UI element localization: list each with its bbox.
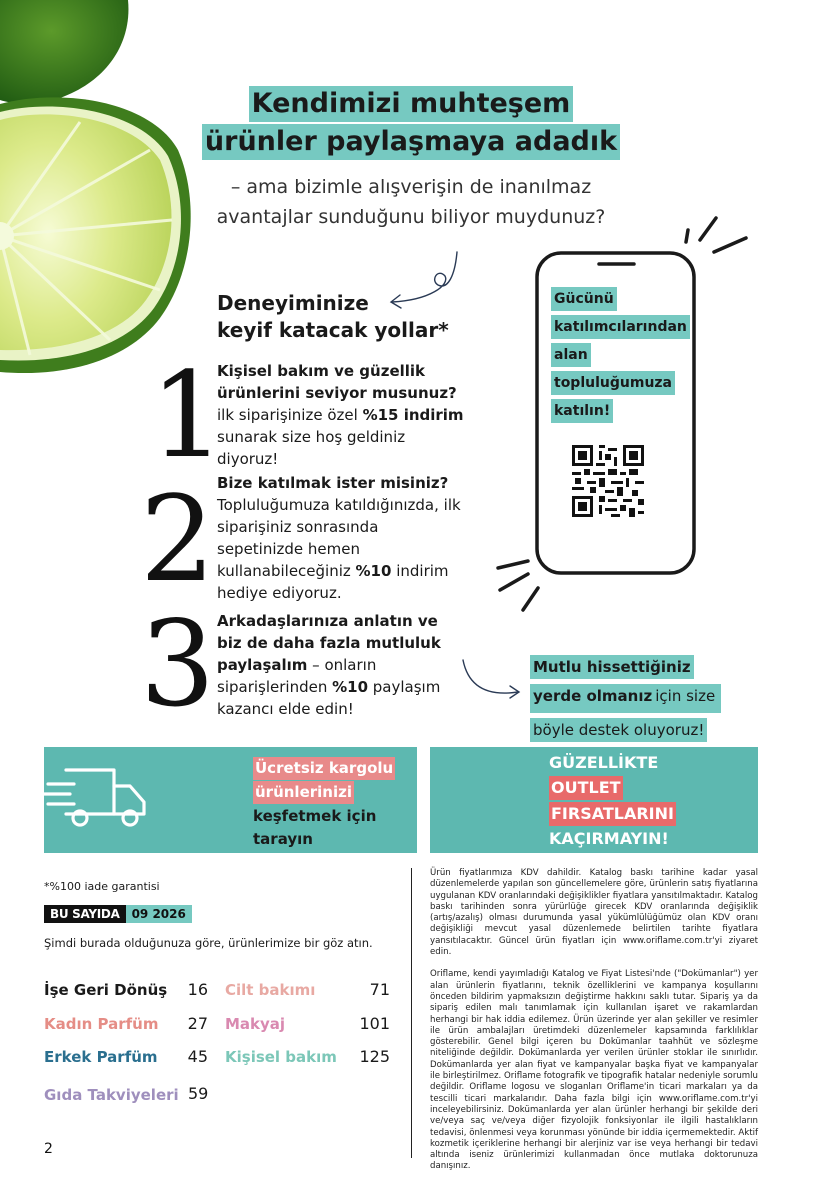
toc-item-label[interactable]: Cilt bakımı (225, 981, 316, 999)
toc-item-page: 125 (359, 1047, 390, 1066)
outlet-line-2: OUTLET (549, 776, 623, 800)
step-1-highlight: %15 indirim (362, 406, 464, 424)
phone-cta-line: katılın! (551, 399, 613, 423)
subheadline-line-1: – ama bizimle alışverişin de inanılmaz (230, 176, 592, 198)
toc-item-label[interactable]: Makyaj (225, 1015, 286, 1033)
ways-title-line-2: keyif katacak yollar* (217, 318, 449, 342)
toc-item-page: 59 (188, 1084, 209, 1103)
ways-title-line-1: Deneyiminize (217, 291, 369, 315)
toc-item-label[interactable]: Kadın Parfüm (44, 1015, 159, 1033)
free-shipping-line-1: Ücretsiz kargolu (253, 757, 395, 780)
toc-item-page: 101 (359, 1014, 390, 1033)
headline-line-1: Kendimizi muhteşem (249, 86, 574, 122)
step-3-text (217, 610, 467, 720)
toc-item-page: 27 (187, 1014, 208, 1033)
step-3-heading: Arkadaşlarınıza anlatın ve biz de daha fazla mutluluk paylaşalım (217, 612, 441, 674)
legal-text (430, 868, 758, 1173)
toc-item-page: 16 (187, 980, 208, 999)
happy-line-2-bold: yerde olmanız (533, 687, 653, 705)
intro-text: Şimdi burada olduğunuza göre, ürünlerimize bir göz atın. (44, 936, 373, 950)
outlet-text (549, 751, 749, 851)
step-3-highlight: %10 (332, 678, 369, 696)
toc-item-label[interactable]: İşe Geri Dönüş (44, 981, 168, 999)
ways-title (217, 290, 449, 344)
outlet-line-4: KAÇIRMAYIN! (549, 829, 669, 848)
step-number-2: 2 (140, 470, 216, 608)
happy-line-2: için size (652, 684, 718, 708)
phone-cta-line: alan (551, 343, 591, 367)
step-2-text (217, 472, 467, 604)
outlet-line-1: GÜZELLİKTE (549, 753, 659, 772)
phone-cta-line: katılımcılarından (551, 315, 690, 339)
toc-item-page: 45 (187, 1047, 208, 1066)
free-shipping-text (253, 757, 413, 851)
subheadline-line-2: avantajlar sunduğunu biliyor muydunuz? (216, 206, 606, 228)
step-1-body: ilk siparişinize özel (217, 406, 363, 424)
step-1-body-end: sunarak size hoş geldiniz diyoruz! (217, 428, 406, 468)
step-3-body-end: paylaşım kazancı elde edin! (217, 678, 441, 718)
toc-item-label[interactable]: Gıda Takviyeleri (44, 1086, 179, 1104)
step-3-body: – onların siparişlerinden (217, 656, 377, 696)
free-shipping-line-4: tarayın (253, 830, 313, 848)
happy-line-1: Mutlu hissettiğiniz (533, 658, 691, 676)
step-2-highlight: %10 (355, 562, 392, 580)
free-shipping-line-3: keşfetmek için (253, 807, 377, 825)
step-number-1: 1 (150, 346, 226, 484)
phone-cta (551, 287, 691, 427)
return-guarantee-note: *%100 iade garantisi (44, 880, 160, 893)
legal-paragraph-disclaimer: Oriflame, kendi yayımladığı Katalog ve Fiyat Listesi'nde ("Dokümanlar") yer alan ürünlerin fiyatlarını, teknik özelliklerini ve kampanya koşullarını önceden bildirim yapmaksızın değiştirme hakkını saklı tutar. Sipariş ya da sipariş edilen malı tanımlamak için kullanılan işaret ve rakamlardan herhangi bir hak iddia edilemez. Ürün üzerinde yer alan şekiller ve resimler ile ürün ambalajları üretimdeki düzenlemeler kapsamında farklılıklar gösterebilir. Genel bilgi içeren bu Dokümanlar taahhüt ve sözleşme niteliğinde değildir. Dokümanlarda yer verilen ürünler stoklar ile sınırlıdır. Dokümanlarda yer alan fiyat ve kampanyalar başka fiyat ve kampanyalar ile birleştirilmez. Oriflame fotografik ve tipografik hatalar nedeniyle sorumlu değildir. Oriflame logosu ve sloganları Oriflame'in ticari markaları ya da tescilli ticari markalarıdır. Daha fazla bilgi için www.oriflame.com.tr'yi inceleyebilirsiniz. Dokümanlarda yer alan ürünler herhangi bir şekilde deri ve/veya saç ve/veya diğer fizyolojik fonksiyonlar ile ilgili hastalıkların tedavisi, önlenmesi veya korunması yönünde bir iddia içermemektedir. Aktif kozmetik içeriklerine herhangi bir alerjiniz var ise veya herhangi bir tedavi altında iseniz ürünlerimizi kullanmadan önce mutlaka doktorunuza danışınız. (430, 969, 759, 1172)
delivery-truck-icon (44, 764, 154, 834)
issue-label: BU SAYIDA (44, 905, 126, 923)
headline-line-2: ürünler paylaşmaya adadık (202, 124, 620, 160)
happy-line-3: böyle destek oluyoruz! (530, 718, 707, 742)
phone-cta-line: topluluğumuza (551, 371, 675, 395)
phone-cta-line: Gücünü (551, 287, 617, 311)
issue-badge (44, 905, 192, 925)
step-2-body: Topluluğumuza katıldığınızda, ilk siparişiniz sonrasında sepetinizde hemen kullanabileceğiniz (217, 496, 461, 580)
step-1-heading: Kişisel bakım ve güzellik ürünlerini seviyor musunuz? (217, 362, 457, 402)
outlet-line-3: FIRSATLARINI (549, 802, 676, 826)
toc-item-label[interactable]: Erkek Parfüm (44, 1048, 158, 1066)
qr-code-icon[interactable] (572, 445, 644, 517)
column-divider (411, 868, 412, 1158)
legal-paragraph-vat: Ürün fiyatlarımıza KDV dahildir. Katalog baskı tarihine kadar yasal düzenlemelerde yapılan son güncellemelere göre, ürünlerin satış fiyatlarına uygulanan KDV oranlarındaki değişiklikler fiyatlara yansıtılmaktadır. Katalog baskı tarihinden sonra yürürlüğe girecek KDV oranlarında değişiklik (artış/azalış) olması durumunda yasal yükümlülüğümüz olan KDV oranı değişikliği mevcut yasal düzenlemede belirtilen tarihte fiyatlara yansıtılacaktır. Güncel ürün fiyatları için www.oriflame.com.tr'yi ziyaret edin. (430, 868, 758, 958)
step-1-text (217, 360, 467, 470)
toc-item-page: 71 (369, 980, 390, 999)
issue-date: 09 2026 (126, 905, 192, 923)
page-number: 2 (44, 1141, 53, 1157)
step-2-heading: Bize katılmak ister misiniz? (217, 474, 449, 492)
toc-item-label[interactable]: Kişisel bakım (225, 1048, 337, 1066)
free-shipping-line-2: ürünlerinizi (253, 781, 354, 804)
step-number-3: 3 (140, 595, 216, 733)
step-2-body-end: indirim hediye ediyoruz. (217, 562, 449, 602)
happy-slogan (530, 655, 730, 747)
